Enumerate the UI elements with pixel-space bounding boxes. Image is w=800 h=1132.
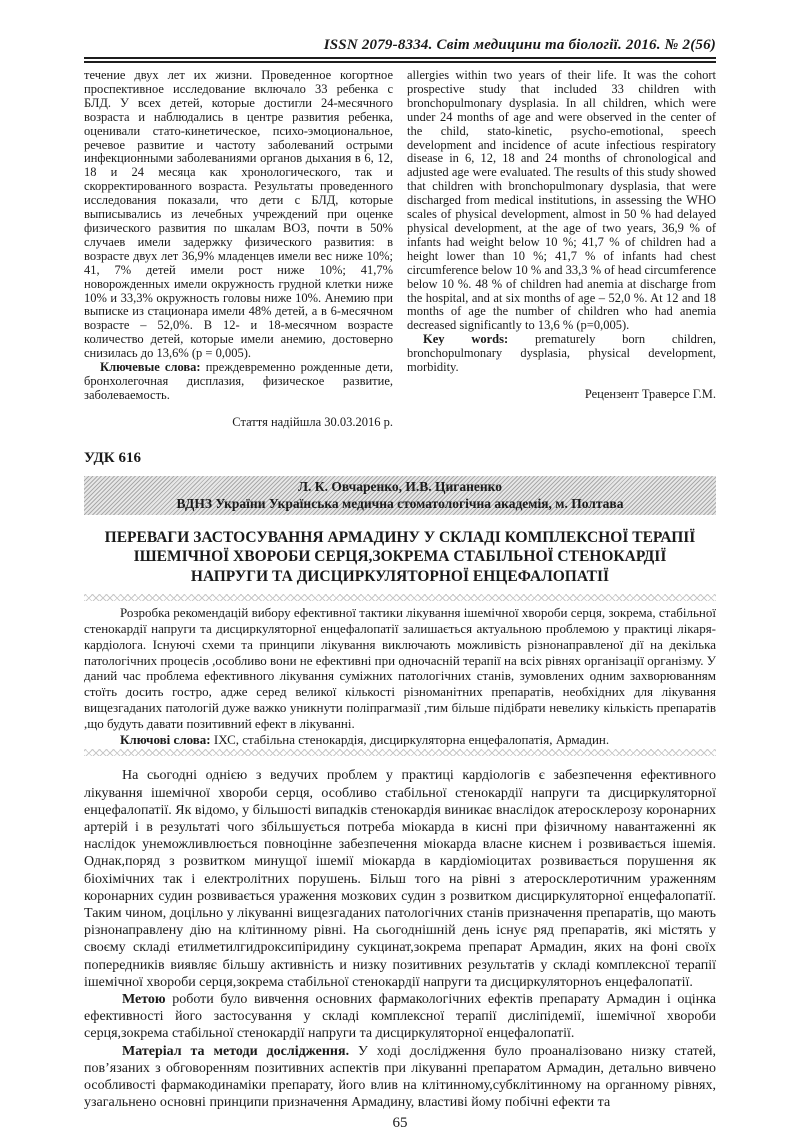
header-double-rule	[84, 57, 716, 63]
article-body	[84, 767, 716, 1111]
authors-names: Л. К. Овчаренко, И.В. Циганенко	[297, 478, 503, 494]
body-paragraph-aim	[84, 991, 716, 1043]
english-keywords-label: Key words:	[423, 332, 509, 347]
english-abstract-body: allergies within two years of their life. It was the cohort prospective study that included 33 children with bronchopulmonary dysplasia. In all children, which were under 24 months of age and were observed in the center of the child, stato-kinetic, psycho-emotional, speech development and incidence of acute infectious respiratory disease in 6, 12, 18 and 24 months of chronological and adjusted age were evaluated. The results of this study showed that children with bronchopulmonary dysplasia, that were discharged from medical institutions, in assessing the WHO scales of physical development, almost in 50 % had delayed physical development, at the age of two years, 36,9 % of infants had weight below 10 %; 41,7 % of children had a height lower than 10 %; 41,7 % of infants had chest circumference below 10 % and 33,3 % of head circumference below 10 %. 48 % of children had anemia at discharge from the hospital, and at six months of age – 52,0 %. At 12 and 18 months of age the number of children who had anemia decreased significantly to 13,6 % (p=0,005).	[407, 68, 716, 333]
abstract-column-english	[407, 69, 716, 430]
ukrainian-keywords	[84, 732, 716, 748]
udc-code: УДК 616	[84, 449, 141, 466]
ukrainian-keywords-label: Ключові слова:	[120, 731, 211, 747]
article-reviewer: Рецензент Траверсе Г.М.	[584, 386, 716, 401]
journal-issn-line: ISSN 2079-8334. Світ медицини та біології. 2016. № 2(56)	[323, 37, 716, 53]
zigzag-divider-top	[84, 594, 716, 601]
russian-abstract-body: течение двух лет их жизни. Проведенное когортное проспективное исследование включало 33 ребенка с БЛД. У всех детей, которые достигли 24-месячного возраста и наблюдались в центре развития ребенка, оценивали стато-кинетическое, психо-эмоциональное, речевое развитие и частоту заболеваний острыми инфекционными заболеваниями органов дыхания в 6, 12, 18 и 24 месяца как хронологического, так и скорректированного возраста. Результаты проведенного исследования показали, что дети с БЛД, которые выписывались из лечебных учреждений при оценке физического развития по шкалам ВОЗ, почти в 50% случаев имели задержку физического развития: в возрасте двух лет 36,9% младенцев имели вес ниже 10%; 41, 7% детей имели рост ниже 10%; 41,7% новорожденных имели окружность грудной клетки ниже 10% и 33,3% окружность головы ниже 10%. Анемию при выписке из стационара имели 48% детей, а в 6-месячном возрасте – 52,0%. В 12- и 18-месячном возрасте количество детей, которые имели анемию, достоверно снизилась до 13,6% (р = 0,005).	[84, 68, 393, 361]
ukrainian-keywords-text: ІХС, стабільна стенокардія, дисциркуляторна енцефалопатія, Армадин.	[210, 731, 610, 747]
previous-article-abstracts	[84, 69, 716, 430]
article-title: ПЕРЕВАГИ ЗАСТОСУВАННЯ АРМАДИНУ У СКЛАДІ КОМПЛЕКСНОЇ ТЕРАПІЇ ІШЕМІЧНОЇ ХВОРОБИ СЕРЦЯ,ЗОКРЕМА СТАБІЛЬНОЇ СТЕНОКАРДІЇ НАПРУГИ ТА ДИСЦИРКУЛЯТОРНОЇ ЕНЦЕФАЛОПАТІЇ	[104, 528, 696, 585]
zigzag-divider-bottom	[84, 749, 716, 756]
body-paragraph-aim-text: роботи було вивчення основних фармакологічних ефектів препарату Армадин і оцінка ефективності його застосування у складі комплексної терапії дисліпідемії, ішемічної хвороби серця,зокрема стабільної стенокардії напруги та дисциркуляторної енцефалопатії.	[84, 991, 716, 1042]
english-keywords	[407, 333, 716, 375]
abstract-column-russian	[84, 69, 393, 430]
russian-keywords	[84, 361, 393, 403]
page-number: 65	[392, 1115, 408, 1132]
authors-affiliation: ВДНЗ України Українська медична стоматологічна академія, м. Полтава	[176, 495, 624, 511]
ukrainian-abstract-body: Розробка рекомендацій вибору ефективної тактики лікування ішемічної хвороби серця, зокрема, стабільної стенокардії напруги та дисциркуляторної енцефалопатії залишається актуальною проблемою у практиці лікаря-кардіолога. Існуючі схеми та принципи лікування виключають можливість різнонаправленої дії на декілька патологічних процесів ,особливо вони не ефективні при одночасній терапії на всіх рівнях організації організму. У даний час проблема ефективного лікування суміжних патологічних станів, зумовлених одним захворюванням стоїть досить гостро, адже серед великої кількості різноманітних препаратів, необхідних для лікування вищезгаданих патологій дуже важко уникнути поліпрагмазії ,тим більше підібрати невелику кількість препаратів ,що будуть давати позитивний ефект в лікуванні.	[84, 605, 717, 731]
ukrainian-abstract-section	[84, 605, 716, 747]
authors-affiliation-block	[84, 476, 716, 515]
article-received-date: Стаття надійшла 30.03.2016 р.	[232, 414, 393, 429]
body-paragraph-methods-text: У ході дослідження було проаналізовано низку статей, пов’язаних з обговоренням позитивних аспектів при лікуванні препаратом Армадин, детально вивчено особливості фармакодинаміки препарату, його влив на клітинному,субклітинному на органному рівнях, узагальнено основні принципи призначення Армадину, властиві йому побічні ефекти та	[84, 1043, 716, 1111]
body-paragraph-intro	[84, 767, 716, 991]
russian-keywords-text: преждевременно рожденные дети, бронхолегочная дисплазия, физическое развитие, заболеваемость.	[84, 360, 393, 402]
body-paragraph-intro-text: На сьогодні однією з ведучих проблем у практиці кардіологів є забезпечення ефективного лікування ішемічної хвороби серця, особливо стабільної стенокардії напруги та дисциркуляторної енцефалопатії. Як відомо, у більшості випадків стенокардія виникає внаслідок атеросклерозу коронарних артерій і в результаті чого збільшується потреба міокарда в кисні при фізичному навантаженні як наслідок унеможливлюється повноцінне забезпечення міокарда власне киснем і розвивається ішемія. Однак,поряд з розвитком минущої ішемії міокарда в кардіоміоцитах розвивається порушення як біохімічних так і електролітних порушень. Більш того на рівні з атеросклеротичним ураженням коронарних судин розвивається ураження мозкових судин з розвитком дисциркуляторної енцефалопатії. Таким чином, доцільно у лікуванні вищезгаданих патологічних станів призначення препаратів, що мають різнонаправлену дію на клітинному рівні. На сьогоднішній день існує ряд препаратів, які містять у своєму складі етилметилгидроксипіридину сукцинат,зокрема препарат Армадин, яких на фоні своїх попередників виявляє більшу активність и низку позитивних результатів у складі комплексної терапії ішемічної хвороби серця,зокрема стабільної стенокардії напруги та дисциркуляторноъ енцефалопатії.	[84, 768, 716, 990]
body-paragraph-methods	[84, 1043, 716, 1112]
russian-keywords-label: Ключевые слова:	[100, 360, 201, 375]
body-paragraph-methods-lead: Матеріал та методи дослідження.	[122, 1043, 350, 1059]
body-paragraph-aim-lead: Метою	[122, 991, 166, 1007]
english-keywords-text: prematurely born children, bronchopulmonary dysplasia, physical development, morbidity.	[407, 332, 716, 375]
